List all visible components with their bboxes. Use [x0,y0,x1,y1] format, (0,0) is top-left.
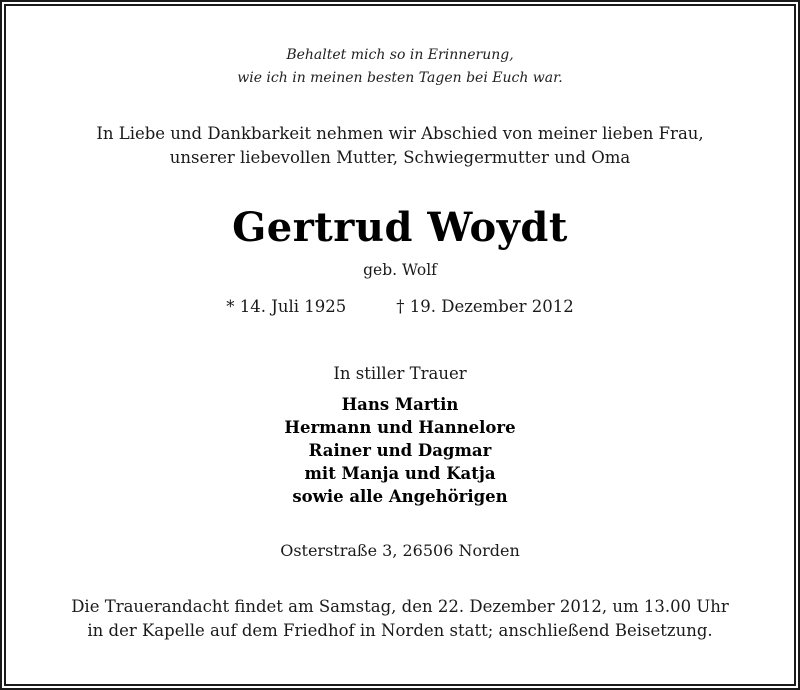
mourner-5: sowie alle Angehörigen [292,487,508,506]
life-dates [0,297,800,316]
epitaph-line-2: wie ich in meinen besten Tagen bei Euch war. [237,70,563,86]
maiden-name: geb. Wolf [363,261,437,279]
inner-border [4,4,796,686]
birth-date: * 14. Juli 1925 [226,297,347,316]
epitaph-line-1: Behaltet mich so in Erinnerung, [286,47,514,63]
mourner-3: Rainer und Dagmar [308,441,492,460]
mourner-4: mit Manja und Katja [304,464,496,483]
service-line-2: in der Kapelle auf dem Friedhof in Norden statt; anschließend Beisetzung. [87,621,713,640]
mourner-1: Hans Martin [341,395,459,414]
mourning-label: In stiller Trauer [333,364,467,383]
intro-line-1: In Liebe und Dankbarkeit nehmen wir Abschied von meiner lieben Frau, [96,124,704,143]
death-date: † 19. Dezember 2012 [396,297,574,316]
service-line-1: Die Trauerandacht findet am Samstag, den 22. Dezember 2012, um 13.00 Uhr [71,597,729,616]
address: Osterstraße 3, 26506 Norden [280,541,520,560]
deceased-name: Gertrud Woydt [232,204,568,251]
mourner-2: Hermann und Hannelore [284,418,516,437]
intro-line-2: unserer liebevollen Mutter, Schwiegermutter und Oma [169,148,631,167]
